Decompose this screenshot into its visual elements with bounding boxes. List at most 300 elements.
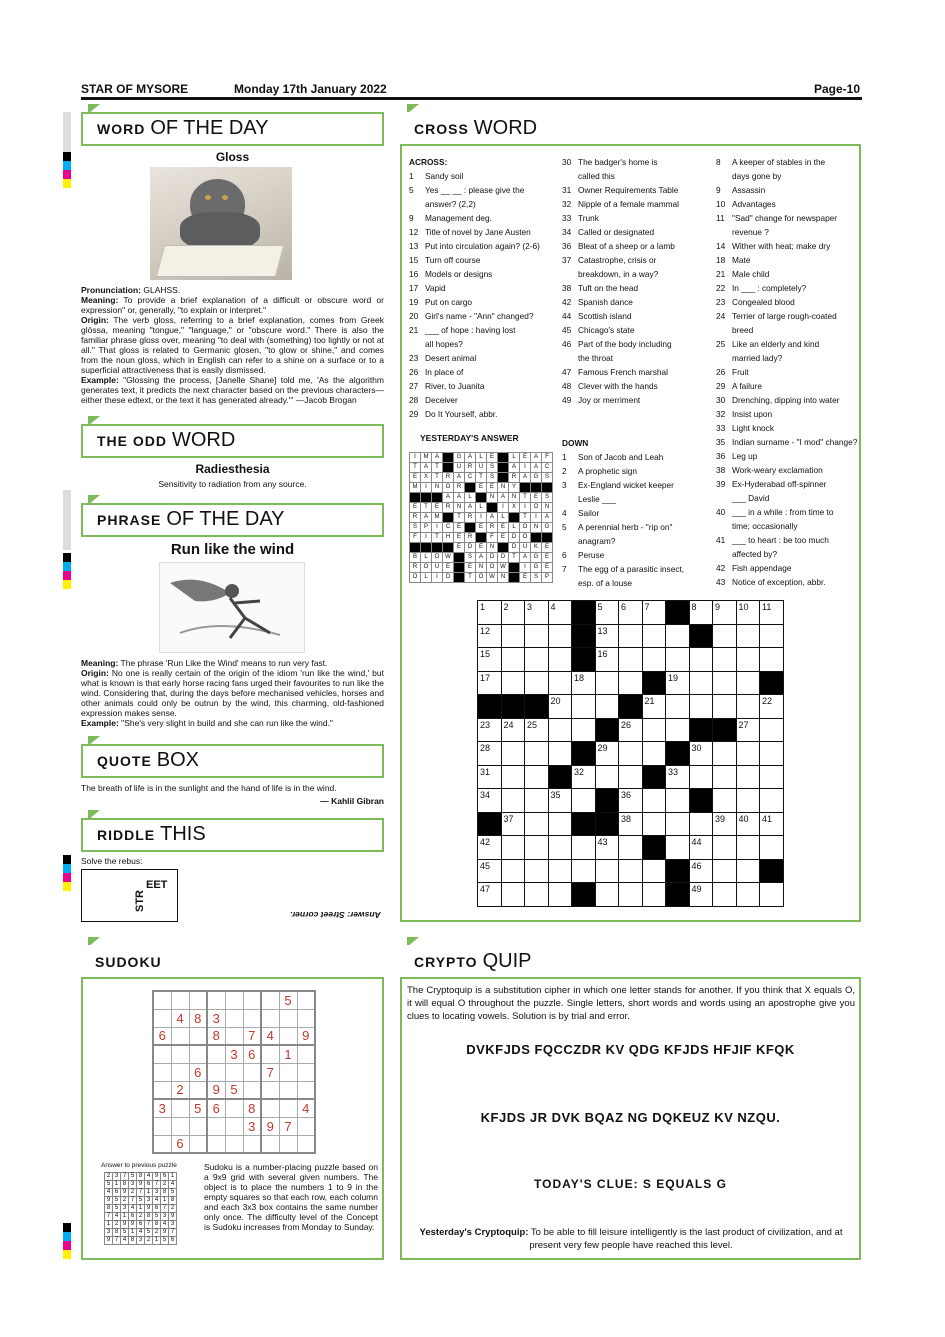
clue: the throat	[578, 353, 614, 363]
crossword-cell	[525, 765, 549, 789]
clue: 13 Put into circulation again? (2-6)	[409, 241, 540, 251]
crossword-cell	[736, 648, 760, 672]
color-registration-mark	[63, 553, 71, 589]
sudoku-cell	[225, 1063, 243, 1081]
crossword-cell	[689, 765, 713, 789]
down-label: DOWN	[562, 438, 589, 448]
black-square	[666, 859, 690, 883]
clue: Leslie ___	[578, 494, 616, 504]
crossword-cell	[713, 695, 737, 719]
black-square	[713, 718, 737, 742]
clue: 27 River, to Juanita	[409, 381, 485, 391]
crossword-cell	[619, 624, 643, 648]
crossword-cell	[666, 695, 690, 719]
crossword-cell	[548, 836, 572, 860]
crossword-cell: 30	[689, 742, 713, 766]
black-square	[642, 765, 666, 789]
crossword-cell	[736, 742, 760, 766]
crossword-cell: 13	[595, 624, 619, 648]
black-square	[478, 812, 502, 836]
clue: 32 Insist upon	[716, 409, 773, 419]
clue: 9 Management deg.	[409, 213, 492, 223]
sudoku-cell	[279, 1135, 297, 1153]
crossword-grid	[477, 600, 784, 907]
crossword-cell	[713, 671, 737, 695]
running-figure-illustration	[159, 562, 305, 653]
clue: 18 Mate	[716, 255, 751, 265]
crossword-cell	[572, 859, 596, 883]
cryptoquip-line-1: DVKFJDS FQCCZDR KV QDG KFJDS HFJIF KFQK	[466, 1042, 795, 1057]
crossword-cell	[619, 671, 643, 695]
crossword-cell: 7	[642, 601, 666, 625]
crossword-cell	[736, 671, 760, 695]
clue: revenue ?	[732, 227, 769, 237]
crossword-cell	[548, 718, 572, 742]
clue: 5 A perennial herb - "rip on"	[562, 522, 673, 532]
clue: 33 Trunk	[562, 213, 599, 223]
issue-date: Monday 17th January 2022	[234, 82, 387, 96]
clue: 39 Ex-Hyderabad off-spinner	[716, 479, 827, 489]
crossword-cell	[666, 789, 690, 813]
sudoku-cell	[171, 1099, 189, 1117]
sudoku-cell	[279, 1027, 297, 1045]
sudoku-cell	[261, 1135, 279, 1153]
sudoku-cell	[189, 1027, 207, 1045]
crossword-cell: 3	[525, 601, 549, 625]
clue: breed	[732, 325, 754, 335]
crossword-cell	[501, 789, 525, 813]
black-square	[572, 742, 596, 766]
rebus-box	[81, 869, 178, 922]
sudoku-cell	[171, 1027, 189, 1045]
clue: 29 A failure	[716, 381, 762, 391]
sudoku-description: Sudoku is a number-placing puzzle based on a 9x9 grid with several given numbers. The object is to place the numbers 1 to 9 in the empty squares so that each row, each column and each 3x3 box contains the same number only once. The difficulty level of the Concept is Sudoku increases from Monday to Sunday.	[204, 1162, 378, 1232]
clue: 3 Ex-England wicket keeper	[562, 480, 674, 490]
clue: 6 Peruse	[562, 550, 605, 560]
crossword-cell	[525, 648, 549, 672]
odd-word-heading: THE ODD WORD	[81, 424, 384, 458]
sudoku-cell	[153, 1009, 171, 1027]
sudoku-cell: 8	[189, 1009, 207, 1027]
sudoku-cell	[297, 1135, 315, 1153]
sudoku-cell	[261, 1099, 279, 1117]
clue: 38 Tuft on the head	[562, 283, 639, 293]
clue: 36 Bleat of a sheep or a lamb	[562, 241, 675, 251]
clue: 2 A prophetic sign	[562, 466, 638, 476]
sudoku-cell: 9	[297, 1027, 315, 1045]
crossword-cell	[548, 648, 572, 672]
sudoku-cell	[153, 991, 171, 1009]
crossword-cell	[501, 742, 525, 766]
crossword-cell	[736, 624, 760, 648]
clue: 5 Yes __ __ : please give the	[409, 185, 525, 195]
crossword-cell: 29	[595, 742, 619, 766]
crossword-cell	[525, 671, 549, 695]
sudoku-cell: 3	[243, 1117, 261, 1135]
crossword-cell	[595, 883, 619, 907]
crossword-cell	[501, 671, 525, 695]
crossword-cell: 38	[619, 812, 643, 836]
crossword-cell	[595, 765, 619, 789]
crossword-cell	[689, 812, 713, 836]
sudoku-cell	[153, 1063, 171, 1081]
black-square	[666, 601, 690, 625]
clue: 33 Light knock	[716, 423, 774, 433]
down-clues-col1	[562, 450, 712, 590]
crossword-cell	[572, 695, 596, 719]
crossword-cell	[713, 836, 737, 860]
clue: 47 Famous French marshal	[562, 367, 668, 377]
rebus-eet: EET	[146, 879, 168, 891]
clue: 20 Girl's name - "Ann" changed?	[409, 311, 534, 321]
clue: 17 Vapid	[409, 283, 446, 293]
crossword-cell: 22	[760, 695, 784, 719]
crossword-cell	[713, 648, 737, 672]
quote-box-heading: QUOTE BOX	[81, 744, 384, 778]
crossword-cell	[713, 883, 737, 907]
black-square	[572, 601, 596, 625]
color-registration-mark	[63, 152, 71, 188]
crossword-cell	[666, 718, 690, 742]
clue: 31 Owner Requirements Table	[562, 185, 679, 195]
crossword-cell	[736, 859, 760, 883]
clue: 44 Scottish island	[562, 311, 632, 321]
crossword-cell: 24	[501, 718, 525, 742]
clue: 49 Joy or merriment	[562, 395, 641, 405]
sudoku-grid	[152, 990, 316, 1154]
cryptoquip-heading: CRYPTO QUIP	[400, 945, 861, 979]
clue: 19 Put on cargo	[409, 297, 473, 307]
sudoku-cell: 6	[207, 1099, 225, 1117]
black-square	[642, 836, 666, 860]
clue: 16 Models or designs	[409, 269, 493, 279]
clue: 4 Sailor	[562, 508, 600, 518]
sudoku-cell	[279, 1009, 297, 1027]
crossword-cell: 12	[478, 624, 502, 648]
clue: affected by?	[732, 549, 778, 559]
across-clues-col1	[409, 169, 559, 421]
crossword-cell	[548, 859, 572, 883]
clue: answer? (2,2)	[425, 199, 476, 209]
clue: 14 Wither with heat; make dry	[716, 241, 831, 251]
crossword-cell	[760, 718, 784, 742]
black-square	[666, 742, 690, 766]
clue: all hopes?	[425, 339, 463, 349]
sudoku-cell	[153, 1045, 171, 1063]
crossword-cell	[595, 671, 619, 695]
color-registration-mark	[63, 855, 71, 891]
sudoku-cell	[189, 991, 207, 1009]
clue: ___ David	[732, 493, 770, 503]
crossword-cell: 33	[666, 765, 690, 789]
sudoku-heading: SUDOKU	[81, 945, 384, 979]
crossword-cell	[548, 624, 572, 648]
sudoku-cell	[225, 1027, 243, 1045]
cat-photo	[150, 167, 292, 280]
crossword-cell: 2	[501, 601, 525, 625]
clue: 46 Part of the body including	[562, 339, 672, 349]
clue: 23 Desert animal	[409, 353, 477, 363]
crossword-cell	[525, 812, 549, 836]
clue: esp. of a louse	[578, 578, 632, 588]
black-square	[572, 883, 596, 907]
rebus-str: STR	[134, 890, 146, 912]
crossword-cell: 9	[713, 601, 737, 625]
clue: married lady?	[732, 353, 783, 363]
crossword-cell	[525, 883, 549, 907]
clue: 42 Spanish dance	[562, 297, 633, 307]
crossword-cell: 25	[525, 718, 549, 742]
sudoku-cell	[171, 1045, 189, 1063]
black-square	[595, 812, 619, 836]
sudoku-cell: 7	[279, 1117, 297, 1135]
crossword-cell	[736, 765, 760, 789]
clue: 25 Like an elderly and kind	[716, 339, 820, 349]
sudoku-cell	[153, 1135, 171, 1153]
clue: 36 Leg up	[716, 451, 758, 461]
crossword-cell	[736, 695, 760, 719]
sudoku-cell	[207, 991, 225, 1009]
crossword-cell	[572, 836, 596, 860]
crossword-cell	[595, 859, 619, 883]
crossword-cell: 49	[689, 883, 713, 907]
sudoku-cell: 7	[243, 1027, 261, 1045]
crossword-cell	[760, 765, 784, 789]
crossword-cell: 15	[478, 648, 502, 672]
page-number: Page-10	[814, 82, 861, 96]
crossword-cell	[713, 624, 737, 648]
previous-answer-label: Answer to previous puzzle	[101, 1162, 177, 1169]
clue: called this	[578, 171, 615, 181]
crossword-cell	[760, 883, 784, 907]
crossword-cell	[501, 883, 525, 907]
black-square	[642, 671, 666, 695]
crossword-cell	[548, 812, 572, 836]
crossword-cell	[501, 765, 525, 789]
clue: 12 Title of novel by Jane Austen	[409, 227, 531, 237]
crossword-cell	[501, 648, 525, 672]
clue: 26 In place of	[409, 367, 464, 377]
sudoku-cell	[189, 1081, 207, 1099]
crossword-cell: 4	[548, 601, 572, 625]
clue: 8 A keeper of stables in the	[716, 157, 826, 167]
crossword-cell	[619, 883, 643, 907]
sudoku-cell: 4	[171, 1009, 189, 1027]
crossword-cell: 10	[736, 601, 760, 625]
crossword-cell: 34	[478, 789, 502, 813]
sudoku-cell: 3	[153, 1099, 171, 1117]
crossword-cell	[760, 624, 784, 648]
crossword-cell	[548, 671, 572, 695]
crossword-cell: 32	[572, 765, 596, 789]
crossword-cell: 37	[501, 812, 525, 836]
sudoku-cell	[225, 1117, 243, 1135]
crossword-cell	[760, 742, 784, 766]
sudoku-cell	[225, 1135, 243, 1153]
crossword-cell: 23	[478, 718, 502, 742]
crossword-cell	[525, 742, 549, 766]
clue: 28 Deceiver	[409, 395, 458, 405]
crossword-cell	[572, 718, 596, 742]
quote-author: — Kahlil Gibran	[320, 796, 384, 806]
clue: 35 Indian surname - "I mod" change?	[716, 437, 858, 447]
sudoku-cell: 5	[189, 1099, 207, 1117]
clue: 42 Fish appendage	[716, 563, 792, 573]
crossword-cell: 21	[642, 695, 666, 719]
crossword-cell	[666, 812, 690, 836]
crossword-cell: 44	[689, 836, 713, 860]
crossword-cell	[689, 671, 713, 695]
black-square	[666, 883, 690, 907]
crossword-cell: 18	[572, 671, 596, 695]
clue: 41 ___ to heart : be too much	[716, 535, 829, 545]
sudoku-cell	[207, 1135, 225, 1153]
word-of-the-day: Gloss	[215, 150, 250, 164]
crossword-cell	[619, 836, 643, 860]
crossword-cell	[525, 789, 549, 813]
sudoku-cell: 9	[207, 1081, 225, 1099]
sudoku-cell: 6	[189, 1063, 207, 1081]
crossword-cell	[525, 859, 549, 883]
crossword-cell	[548, 883, 572, 907]
yesterday-answer-label: YESTERDAY'S ANSWER	[420, 433, 519, 443]
clue: 40 ___ in a while : from time to	[716, 507, 834, 517]
clue: 23 Congealed blood	[716, 297, 795, 307]
phrase-of-the-day-heading: PHRASE OF THE DAY	[81, 503, 384, 537]
crossword-cell	[713, 859, 737, 883]
crossword-cell	[619, 742, 643, 766]
clue: 32 Nipple of a female mammal	[562, 199, 679, 209]
clue: 30 Drenching, dipping into water	[716, 395, 840, 405]
crossword-cell: 19	[666, 671, 690, 695]
crossword-cell	[713, 789, 737, 813]
crossword-cell	[619, 648, 643, 672]
crossword-cell: 26	[619, 718, 643, 742]
sudoku-cell	[243, 1081, 261, 1099]
riddle-answer: Answer: Street corner.	[290, 910, 381, 920]
black-square	[572, 648, 596, 672]
sudoku-cell	[207, 1117, 225, 1135]
crossword-cell: 42	[478, 836, 502, 860]
clue: 15 Turn off course	[409, 255, 481, 265]
sudoku-cell	[189, 1045, 207, 1063]
sudoku-cell	[261, 1081, 279, 1099]
sudoku-cell	[207, 1045, 225, 1063]
crossword-cell	[642, 812, 666, 836]
crossword-cell: 17	[478, 671, 502, 695]
black-square	[760, 671, 784, 695]
crossword-cell: 36	[619, 789, 643, 813]
sudoku-cell	[243, 991, 261, 1009]
crossword-cell: 16	[595, 648, 619, 672]
crossword-cell: 11	[760, 601, 784, 625]
sudoku-cell	[225, 1099, 243, 1117]
crossword-cell	[501, 836, 525, 860]
clue: 45 Chicago's state	[562, 325, 635, 335]
clue: 24 Terrier of large rough-coated	[716, 311, 837, 321]
crossword-cell	[572, 789, 596, 813]
color-registration-mark	[63, 1223, 71, 1259]
sudoku-cell	[207, 1063, 225, 1081]
crossword-cell	[736, 836, 760, 860]
across-clues-col2	[562, 155, 712, 407]
yesterday-cryptoquip: Yesterday's Cryptoquip: To be able to fill leisure intelligently is the last product of civilization, and at present very few people have reached this level.	[419, 1227, 843, 1251]
black-square	[689, 624, 713, 648]
clue: days gone by	[732, 171, 782, 181]
sudoku-cell: 3	[207, 1009, 225, 1027]
sudoku-cell	[297, 1063, 315, 1081]
crossword-cell	[666, 836, 690, 860]
crossword-cell	[666, 624, 690, 648]
crossword-cell	[619, 859, 643, 883]
crossword-cell	[525, 624, 549, 648]
word-of-the-day-body: Pronunciation: GLAHSS. Meaning: To provide a brief explanation of a difficult or obscure word or expression" or, generally, "to explain or interpret." Origin: The verb gloss, referring to a brief explanation, comes from Greek glōssa, meaning "tongue," "language," or "obscure word." There is also the familiar phrase gloss over, meaning "to deal with (something) too lightly or not at all." That gloss is related to Germanic glosen, "to glow or shine," and comes from the noun gloss, which in English can refer to a shine on a surface or to a superficial attractiveness that is easily dismissed. Example: "Glossing the process, [Janelle Shane] told me, 'As the algorithm generates text, it predicts the next character based on the previous characters—either these edtext, or the text it has generated already.'" —Jacob Brogan	[81, 285, 384, 405]
crossword-cell	[642, 742, 666, 766]
clue: 21 Male child	[716, 269, 770, 279]
clue: time; occasionally	[732, 521, 798, 531]
sudoku-cell	[261, 1045, 279, 1063]
crossword-cell: 40	[736, 812, 760, 836]
black-square	[478, 695, 502, 719]
sudoku-cell	[297, 1009, 315, 1027]
clue: 37 Catastrophe, crisis or	[562, 255, 657, 265]
crossword-cell: 41	[760, 812, 784, 836]
crossword-cell	[501, 624, 525, 648]
odd-word: Radiesthesia	[195, 462, 270, 476]
crossword-heading: CROSS WORD	[400, 112, 861, 146]
sudoku-cell	[243, 1063, 261, 1081]
newspaper-name: STAR OF MYSORE	[81, 82, 189, 96]
sudoku-cell: 1	[279, 1045, 297, 1063]
sudoku-cell: 7	[261, 1063, 279, 1081]
crossword-cell: 46	[689, 859, 713, 883]
word-of-the-day-heading: WORD OF THE DAY	[81, 112, 384, 146]
crossword-cell: 47	[478, 883, 502, 907]
clue: 38 Work-weary exclamation	[716, 465, 823, 475]
clue: 1 Son of Jacob and Leah	[562, 452, 664, 462]
black-square	[760, 859, 784, 883]
crossword-cell	[642, 718, 666, 742]
crossword-cell: 8	[689, 601, 713, 625]
crossword-cell	[689, 695, 713, 719]
clue: 48 Clever with the hands	[562, 381, 658, 391]
sudoku-cell	[189, 1117, 207, 1135]
crossword-cell	[642, 859, 666, 883]
crossword-cell	[760, 836, 784, 860]
black-square	[572, 812, 596, 836]
sudoku-cell: 6	[171, 1135, 189, 1153]
clue: anagram?	[578, 536, 616, 546]
sudoku-cell: 6	[153, 1027, 171, 1045]
sudoku-cell: 8	[207, 1027, 225, 1045]
crossword-cell: 6	[619, 601, 643, 625]
sudoku-cell	[225, 991, 243, 1009]
black-square	[525, 695, 549, 719]
crossword-cell	[760, 789, 784, 813]
crossword-cell	[666, 648, 690, 672]
clue: 26 Fruit	[716, 367, 749, 377]
clue: 43 Notice of exception, abbr.	[716, 577, 826, 587]
crossword-cell	[642, 789, 666, 813]
crossword-cell	[619, 765, 643, 789]
across-label: ACROSS:	[409, 157, 448, 167]
crossword-cell: 1	[478, 601, 502, 625]
black-square	[595, 718, 619, 742]
clue: 34 Called or designated	[562, 227, 655, 237]
crossword-cell	[713, 742, 737, 766]
crossword-cell	[736, 883, 760, 907]
sudoku-cell	[171, 1063, 189, 1081]
